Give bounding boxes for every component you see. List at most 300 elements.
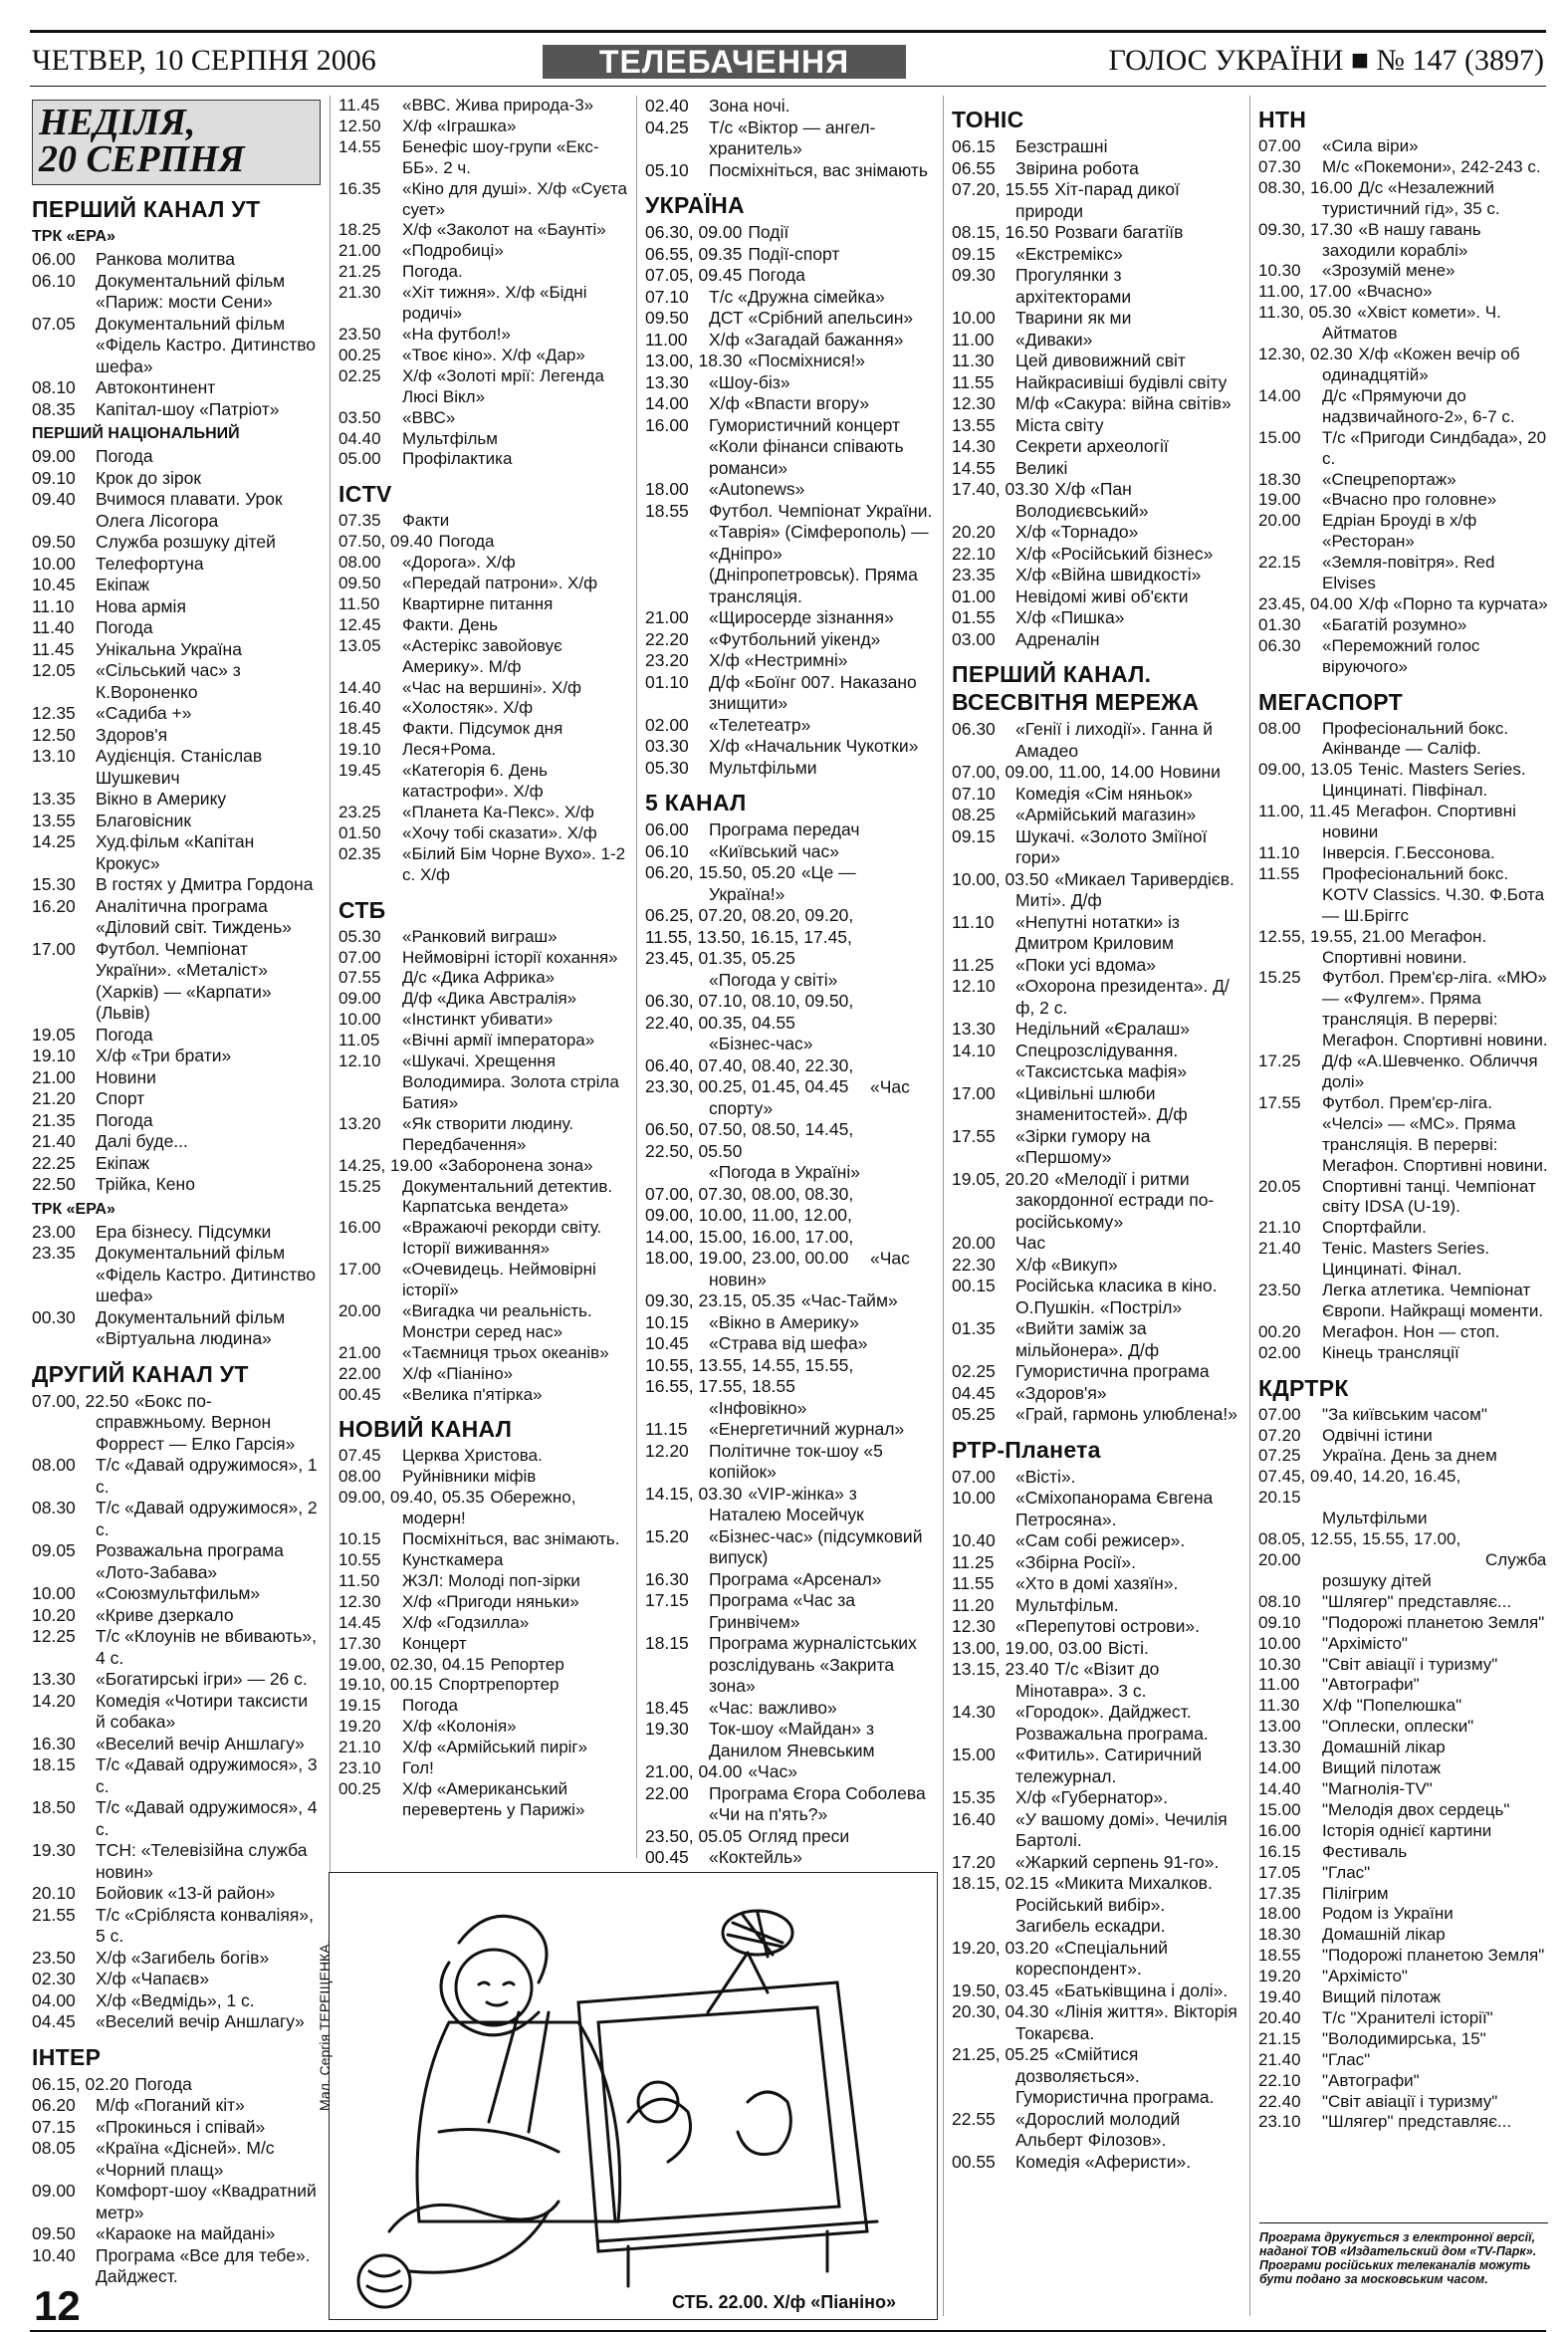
program-time: 18.25 xyxy=(338,220,381,240)
program-entry xyxy=(338,989,627,1010)
program-entry xyxy=(952,805,1240,826)
program-title: «Інстинкт убивати» xyxy=(402,1010,554,1030)
program-time: 18.45 xyxy=(338,719,381,739)
program-title: Великі xyxy=(1015,457,1068,478)
program-time: 02.25 xyxy=(952,1361,996,1381)
program-title: Здоров'я xyxy=(96,724,168,745)
program-time: 22.00 xyxy=(645,1782,689,1803)
program-entry xyxy=(1258,1177,1549,1219)
program-title: Комедія «Сім няньок» xyxy=(1015,783,1193,804)
program-title: Погода xyxy=(96,1109,153,1130)
program-time: 11.20 xyxy=(952,1594,995,1615)
program-title: Спортивні танці. Чемпіонат світу IDSA (U-19). xyxy=(1322,1176,1536,1217)
program-entry xyxy=(1258,1800,1549,1821)
program-entry xyxy=(1258,1218,1549,1239)
program-entry xyxy=(952,1787,1240,1809)
program-time: 10.45 xyxy=(32,575,76,594)
program-time: 11.00, 11.45 xyxy=(1258,802,1351,821)
program-title: «Планета Ка-Пекс». Х/ф xyxy=(402,803,594,821)
program-title: ЖЗЛ: Молоді поп-зірки xyxy=(402,1570,580,1590)
program-entry xyxy=(952,1595,1240,1617)
program-title: Х/ф «Російський бізнес» xyxy=(1015,543,1214,564)
program-entry xyxy=(1258,1529,1549,1592)
program-entry xyxy=(338,698,627,719)
program-title: «Союзмультфильм» xyxy=(96,1583,261,1603)
program-time: 14.20 xyxy=(32,1690,76,1711)
program-title: «Холостяк». Х/ф xyxy=(402,698,534,718)
program-time: 08.05 xyxy=(32,2138,76,2158)
program-time: 07.20 xyxy=(1258,1425,1301,1445)
program-time: 23.00 xyxy=(32,1221,76,1242)
newspaper-masthead: ГОЛОС УКРАЇНИ ■ № 147 (3897) xyxy=(1108,44,1544,77)
program-time: 07.00 xyxy=(338,947,381,967)
program-title: Х/ф «Пишка» xyxy=(1015,607,1125,627)
program-title: Домашній лікар xyxy=(1322,1738,1446,1757)
channel-heading: 5 КАНАЛ xyxy=(645,790,747,816)
program-entry xyxy=(645,96,934,117)
program-title: Професіональний бокс. KOTV Classics. Ч.30. Ф.Бота — Ш.Бріггс xyxy=(1322,863,1545,925)
program-title: Документальний детектив. Карпатська вендета» xyxy=(402,1176,613,1217)
program-title: Вищий пілотаж xyxy=(1322,1758,1442,1778)
program-time: 07.05, 09.45 xyxy=(645,265,743,285)
program-title: Огляд преси xyxy=(748,1825,850,1846)
program-title: Комедія «Аферисти». xyxy=(1015,2151,1192,2172)
program-entry xyxy=(32,1222,321,1244)
program-time: 06.15, 02.20 xyxy=(32,2073,129,2094)
program-entry xyxy=(1258,1863,1549,1884)
program-time: 18.00 xyxy=(645,479,689,499)
program-time: 10.15 xyxy=(645,1311,689,1332)
program-title: «Армійський магазин» xyxy=(1015,805,1197,824)
program-entry xyxy=(645,1441,934,1484)
program-title: «В нашу гавань заходили кораблі» xyxy=(1322,219,1481,260)
program-time: 17.00 xyxy=(952,1082,996,1103)
program-title: Новини xyxy=(1160,762,1221,782)
program-time: 10.00 xyxy=(32,1583,76,1603)
channel-heading: ДРУГИЙ КАНАЛ УТ xyxy=(32,1360,249,1387)
program-title: Крок до зірок xyxy=(96,467,202,488)
program-entry xyxy=(32,468,321,490)
program-entry xyxy=(645,479,934,501)
program-time: 15.30 xyxy=(32,874,76,894)
note-rule xyxy=(1259,2222,1548,2223)
program-entry xyxy=(1258,2008,1549,2029)
program-time: 01.30 xyxy=(1258,614,1301,634)
program-time: 06.30 xyxy=(952,719,996,739)
program-entry xyxy=(952,1019,1240,1041)
program-entry xyxy=(32,1088,321,1110)
program-title: Час xyxy=(1015,1233,1046,1253)
program-title: Програма «Арсенал» xyxy=(709,1568,882,1589)
program-entry xyxy=(952,522,1240,544)
program-title: «Таємниця трьох океанів» xyxy=(402,1342,609,1362)
program-entry xyxy=(32,1498,321,1540)
program-title: Розваги багатіїв xyxy=(1054,222,1184,242)
program-time: 16.30 xyxy=(645,1568,689,1589)
program-title: Трійка, Кено xyxy=(96,1174,195,1194)
program-time: 21.00, 04.00 xyxy=(645,1761,743,1781)
program-time: 00.45 xyxy=(645,1847,689,1867)
channel-subheading: ПЕРШИЙ НАЦІОНАЛЬНИЙ xyxy=(32,425,240,442)
program-entry xyxy=(952,350,1240,372)
program-time: 06.00 xyxy=(645,819,689,839)
program-entry xyxy=(338,137,627,179)
program-entry xyxy=(952,1573,1240,1595)
program-title: Д/ф «А.Шевченко. Обличчя долі» xyxy=(1322,1051,1538,1091)
program-title: Ток-шоу «Майдан» з Данилом Яневським xyxy=(709,1719,875,1760)
program-entry xyxy=(645,1290,934,1312)
program-time: 04.25 xyxy=(645,117,689,137)
program-entry xyxy=(338,1592,627,1613)
program-time: 15.00 xyxy=(1258,427,1301,447)
program-time: 12.50 xyxy=(32,724,76,745)
program-time: 22.30 xyxy=(952,1254,996,1275)
program-time: 17.00 xyxy=(338,1260,381,1280)
header-rule xyxy=(30,86,1546,87)
program-entry xyxy=(1258,1239,1549,1281)
program-time: 19.45 xyxy=(338,761,381,781)
program-title: Х/ф «Чапаєв» xyxy=(96,1969,210,1988)
program-time: 10.00 xyxy=(338,1010,381,1030)
program-title: М/ф «Поганий кіт» xyxy=(96,2095,245,2115)
program-time: 23.25 xyxy=(338,803,381,821)
schedule-column-4 xyxy=(952,96,1240,2173)
program-title: Х/ф «Заколот на «Баунті» xyxy=(402,220,606,240)
program-title: Служба розшуку дітей xyxy=(96,532,276,552)
program-title: «Хто в домі хазяїн». xyxy=(1015,1573,1179,1593)
program-time: 17.00 xyxy=(32,938,76,959)
program-time: 19.05, 20.20 xyxy=(952,1168,1049,1189)
program-entry xyxy=(32,1969,321,1990)
program-title: Невідомі живі об'єкти xyxy=(1015,585,1189,606)
program-title: Далі буде... xyxy=(96,1131,188,1151)
program-title: Ера бізнесу. Підсумки xyxy=(96,1221,272,1242)
program-title: «Здоров'я» xyxy=(1015,1382,1107,1403)
program-entry xyxy=(952,1126,1240,1169)
issue-date: ЧЕТВЕР, 10 СЕРПНЯ 2006 xyxy=(32,44,376,77)
program-entry xyxy=(952,1659,1240,1702)
program-title: «Зрозумій мене» xyxy=(1322,261,1456,281)
program-time: 18.15 xyxy=(645,1633,689,1653)
program-time: 07.00 xyxy=(1258,1404,1301,1424)
program-title: Спецрозслідування. «Таксистська мафія» xyxy=(1015,1040,1188,1081)
program-title: Мегафон. Спортивні новини. xyxy=(1322,926,1487,967)
program-title: Посміхніться, вас знімають. xyxy=(402,1529,620,1549)
program-entry xyxy=(952,762,1240,784)
program-title: «Кіно для душі». Х/ф «Суєта сует» xyxy=(402,178,627,219)
program-title: Історія однієї картини xyxy=(1322,1820,1492,1840)
program-time: 13.55 xyxy=(32,810,76,830)
program-entry xyxy=(645,1312,934,1334)
program-entry xyxy=(645,1055,934,1120)
program-time: 00.45 xyxy=(338,1384,381,1404)
program-time: 13.30 xyxy=(32,1669,76,1689)
program-time: 21.00 xyxy=(645,607,689,627)
program-title: «Криве дзеркало xyxy=(96,1604,234,1625)
program-time: 10.20 xyxy=(32,1604,76,1625)
program-title: Мегафон. Спортивні новини xyxy=(1322,802,1516,842)
program-entry xyxy=(338,366,627,408)
program-title: Новини xyxy=(96,1066,156,1087)
program-title: Аналітична програма «Діловий світ. Тиждень» xyxy=(96,895,292,937)
program-time: 08.10 xyxy=(1258,1591,1301,1611)
program-time: 02.30 xyxy=(32,1969,76,1988)
program-title: «Твоє кіно». Х/ф «Дар» xyxy=(402,345,585,364)
program-time: 13.30 xyxy=(952,1019,996,1039)
program-time: 16.40 xyxy=(952,1808,996,1829)
program-title: Програма передач xyxy=(709,819,860,839)
program-entry xyxy=(952,826,1240,869)
program-title: "Світ авіації і туризму" xyxy=(1322,2091,1498,2111)
program-title: Благовісник xyxy=(96,810,191,830)
program-entry xyxy=(32,1153,321,1175)
program-title: «Хвіст комети». Ч. Айтматов xyxy=(1322,303,1501,344)
program-title: «Микита Михалков. Російський вибір». Загибель ескадри. xyxy=(1015,1873,1213,1936)
program-title: «Караоке на майдані» xyxy=(96,2223,276,2243)
program-entry xyxy=(338,636,627,678)
program-title: Футбол. Чемпіонат України». «Металіст» (Харків) — «Карпати» (Львів) xyxy=(96,938,272,1023)
program-entry xyxy=(952,912,1240,955)
program-title: Фестиваль xyxy=(1322,1841,1408,1861)
program-title: Нова армія xyxy=(96,595,186,616)
program-title: Екіпаж xyxy=(96,1152,150,1173)
program-time: 13.20 xyxy=(338,1113,381,1133)
program-time: 19.15 xyxy=(338,1696,381,1716)
program-time: 10.40 xyxy=(952,1530,996,1550)
program-title: Мегафон. Нон — стоп. xyxy=(1322,1321,1500,1341)
program-entry xyxy=(1258,2071,1549,2092)
program-time: 11.30 xyxy=(1258,1696,1300,1716)
program-title: «Смійтися дозволяється». Гумористична програма. xyxy=(1015,2044,1215,2107)
program-time: 11.25 xyxy=(952,954,995,975)
program-title: Т/с «Візит до Мінотавра». 3 с. xyxy=(1015,1659,1160,1701)
program-title: «Посміхнися!» xyxy=(748,350,866,370)
program-time: 11.45 xyxy=(338,96,380,115)
program-title: «Погода в Україні» xyxy=(709,1162,860,1182)
program-title: Шукачі. «Золото Зміїної гори» xyxy=(1015,825,1208,867)
program-entry xyxy=(645,1783,934,1826)
program-title: «Очевидець. Неймовірні історії» xyxy=(402,1260,596,1300)
program-entry xyxy=(32,1669,321,1691)
program-time: 08.30, 16.00 xyxy=(1258,177,1353,197)
program-entry xyxy=(338,532,627,553)
program-entry xyxy=(645,1355,934,1420)
column-body xyxy=(1258,106,1549,2133)
program-title: Легка атлетика. Чемпіонат Європи. Найкращі моменти. xyxy=(1322,1281,1544,1320)
program-time: 12.30, 02.30 xyxy=(1258,345,1353,364)
program-title: «Велика п'ятірка» xyxy=(402,1384,543,1404)
program-entry xyxy=(338,553,627,574)
program-entry xyxy=(645,819,934,841)
program-title: Комфорт-шоу «Квадратний метр» xyxy=(96,2181,317,2222)
program-time: 23.35 xyxy=(32,1243,76,1263)
program-time: 21.35 xyxy=(32,1109,76,1130)
program-time: 20.20 xyxy=(952,522,996,542)
program-time: 17.25 xyxy=(1258,1051,1301,1071)
program-entry xyxy=(338,719,627,740)
program-entry xyxy=(32,2095,321,2117)
program-time: 06.15 xyxy=(952,136,996,156)
program-title: Т/с «Давай одружимося», 1 с. xyxy=(96,1455,318,1497)
program-time: 14.55 xyxy=(952,457,996,478)
program-entry xyxy=(645,629,934,651)
program-title: Квартирне питання xyxy=(402,593,554,613)
schedule-column-2 xyxy=(338,96,627,1821)
program-time: 17.30 xyxy=(338,1633,381,1653)
program-entry xyxy=(32,1840,321,1883)
program-entry xyxy=(338,1550,627,1571)
program-title: Т/с «Давай одружимося», 2 с. xyxy=(96,1498,318,1539)
program-entry xyxy=(32,446,321,468)
program-entry xyxy=(952,1169,1240,1234)
program-time: 05.30 xyxy=(645,757,689,778)
program-entry xyxy=(1258,1967,1549,1987)
program-entry xyxy=(32,575,321,596)
program-entry xyxy=(952,976,1240,1019)
program-entry xyxy=(1258,1613,1549,1634)
program-entry xyxy=(32,660,321,703)
program-entry xyxy=(338,429,627,450)
program-entry xyxy=(1258,1467,1549,1529)
program-time: 20.00 xyxy=(338,1300,381,1320)
program-entry xyxy=(952,629,1240,651)
program-entry xyxy=(1258,1343,1549,1364)
program-title: Програма «Час за Гринвічем» xyxy=(709,1590,856,1632)
program-entry xyxy=(952,308,1240,330)
program-title: «Передай патрони». Х/ф xyxy=(402,574,598,593)
program-title: «Поки усі вдома» xyxy=(1015,954,1156,975)
program-title: ТСН: «Телевізійна служба новин» xyxy=(96,1840,308,1882)
program-title: Х/ф «Викуп» xyxy=(1015,1254,1118,1275)
program-time: 20.40 xyxy=(1258,2007,1301,2027)
program-time: 23.10 xyxy=(1258,2112,1301,2132)
program-entry xyxy=(32,1174,321,1196)
program-title: Х/ф «Нестримні» xyxy=(709,650,848,670)
program-time: 18.30 xyxy=(1258,1925,1301,1945)
program-time: 10.15 xyxy=(338,1529,381,1549)
program-entry xyxy=(1258,1093,1549,1177)
program-entry xyxy=(645,991,934,1055)
program-entry xyxy=(645,1826,934,1848)
program-title: Репортер xyxy=(490,1654,564,1674)
program-title: Футбол. Прем'єр-ліга. «МЮ» — «Фулгем». Пряма трансляція. В перерві: Мегафон. Спортивні новини. xyxy=(1322,968,1548,1050)
program-entry xyxy=(338,241,627,262)
program-entry xyxy=(338,1446,627,1467)
program-entry xyxy=(338,1529,627,1550)
program-time: 09.50 xyxy=(645,308,689,328)
program-time: 10.55, 13.55, 14.55, 15.55, 16.55, 17.55, 18.55 xyxy=(645,1354,854,1396)
program-title: «Вчасно» xyxy=(1357,282,1433,302)
program-time: 23.45, 04.00 xyxy=(1258,593,1353,613)
program-entry xyxy=(1258,594,1549,615)
program-time: 02.00 xyxy=(1258,1342,1301,1362)
program-entry xyxy=(645,1847,934,1869)
program-time: 14.40 xyxy=(338,677,381,697)
program-time: 11.55 xyxy=(952,1573,995,1593)
program-entry xyxy=(32,2138,321,2181)
program-entry xyxy=(338,823,627,844)
program-entry xyxy=(952,179,1240,222)
program-title: «Батьківщина і долі». xyxy=(1054,1980,1229,2000)
program-time: 16.20 xyxy=(32,895,76,916)
program-entry xyxy=(645,650,934,672)
program-title: Родом із України xyxy=(1322,1904,1454,1924)
program-time: 14.45 xyxy=(338,1612,381,1632)
program-time: 19.10 xyxy=(338,740,381,760)
program-title: «Погода у світі» xyxy=(709,969,838,990)
program-time: 11.45 xyxy=(32,638,75,659)
program-title: «Вчасно про головне» xyxy=(1322,490,1497,510)
program-title: Гумористична програма xyxy=(1015,1361,1210,1381)
program-time: 09.00 xyxy=(338,989,381,1009)
program-title: Д/с «Незалежний туристичний гід», 35 с. xyxy=(1322,177,1500,218)
program-entry xyxy=(32,746,321,789)
program-title: Вчимося плавати. Урок Олега Лісогора xyxy=(96,489,283,531)
program-title: Політичне ток-шоу «5 копійок» xyxy=(709,1440,883,1482)
program-title: «ВВС. Жива природа-3» xyxy=(402,96,594,115)
program-time: 12.30 xyxy=(952,1616,996,1636)
program-title: Теніс. Masters Series. Цинцинаті. Півфінал. xyxy=(1322,760,1526,801)
program-title: «Футбольний уікенд» xyxy=(709,628,881,649)
channel-heading: МЕГАСПОРТ xyxy=(1258,688,1403,715)
program-title: «Київський час» xyxy=(709,840,839,861)
program-time: 14.25 xyxy=(32,831,76,851)
program-entry xyxy=(952,869,1240,912)
program-time: 11.55 xyxy=(952,371,995,392)
program-time: 14.30 xyxy=(952,1702,996,1722)
program-time: 17.35 xyxy=(1258,1883,1301,1903)
program-time: 10.00 xyxy=(952,308,996,328)
program-entry xyxy=(1258,1738,1549,1758)
program-title: Х/ф "Попелюшка" xyxy=(1322,1696,1462,1716)
program-time: 21.40 xyxy=(1258,2049,1301,2069)
program-entry xyxy=(1258,927,1549,969)
program-time: 07.15 xyxy=(32,2116,76,2137)
program-entry xyxy=(952,330,1240,351)
program-title: «Сила віри» xyxy=(1322,136,1419,155)
program-entry xyxy=(1258,178,1549,220)
program-time: 12.10 xyxy=(338,1051,381,1071)
page-number: 12 xyxy=(34,2282,81,2329)
program-entry xyxy=(338,1738,627,1758)
program-title: «Зірки гумору на «Першому» xyxy=(1015,1125,1151,1167)
program-time: 21.00 xyxy=(32,1066,76,1087)
program-entry xyxy=(1258,802,1549,843)
program-time: 10.00 xyxy=(1258,1633,1301,1653)
program-entry xyxy=(338,1675,627,1696)
program-time: 17.15 xyxy=(645,1590,689,1610)
program-title: Д/ф «Боїнг 007. Наказано знищити» xyxy=(709,671,917,713)
channel-heading: ICTV xyxy=(338,481,392,508)
program-title: Капітал-шоу «Патріот» xyxy=(96,398,280,419)
program-entry xyxy=(32,1243,321,1307)
program-title: «Цивільні шлюби знаменитостей». Д/ф xyxy=(1015,1082,1188,1124)
program-entry xyxy=(338,740,627,761)
program-title: Служба розшуку дітей xyxy=(1322,1550,1547,1590)
program-entry xyxy=(952,1745,1240,1787)
program-title: Вісті. xyxy=(1107,1637,1149,1658)
program-title: Д/с «Прямуючи до надзвичайного-2», 6-7 с. xyxy=(1322,385,1515,426)
program-entry xyxy=(645,1761,934,1783)
program-entry xyxy=(952,1702,1240,1745)
program-title: "Автографи" xyxy=(1322,1675,1420,1695)
program-time: 11.10 xyxy=(1258,843,1300,862)
program-title: Т/с «Давай одружимося», 4 с. xyxy=(96,1797,318,1839)
program-title: «Хіт тижня». Х/ф «Бідні родичі» xyxy=(402,283,587,324)
day-title-weekday: НЕДІЛЯ, xyxy=(39,102,196,143)
program-title: Т/с «Дружна сімейка» xyxy=(709,286,885,307)
program-entry xyxy=(1258,2112,1549,2133)
